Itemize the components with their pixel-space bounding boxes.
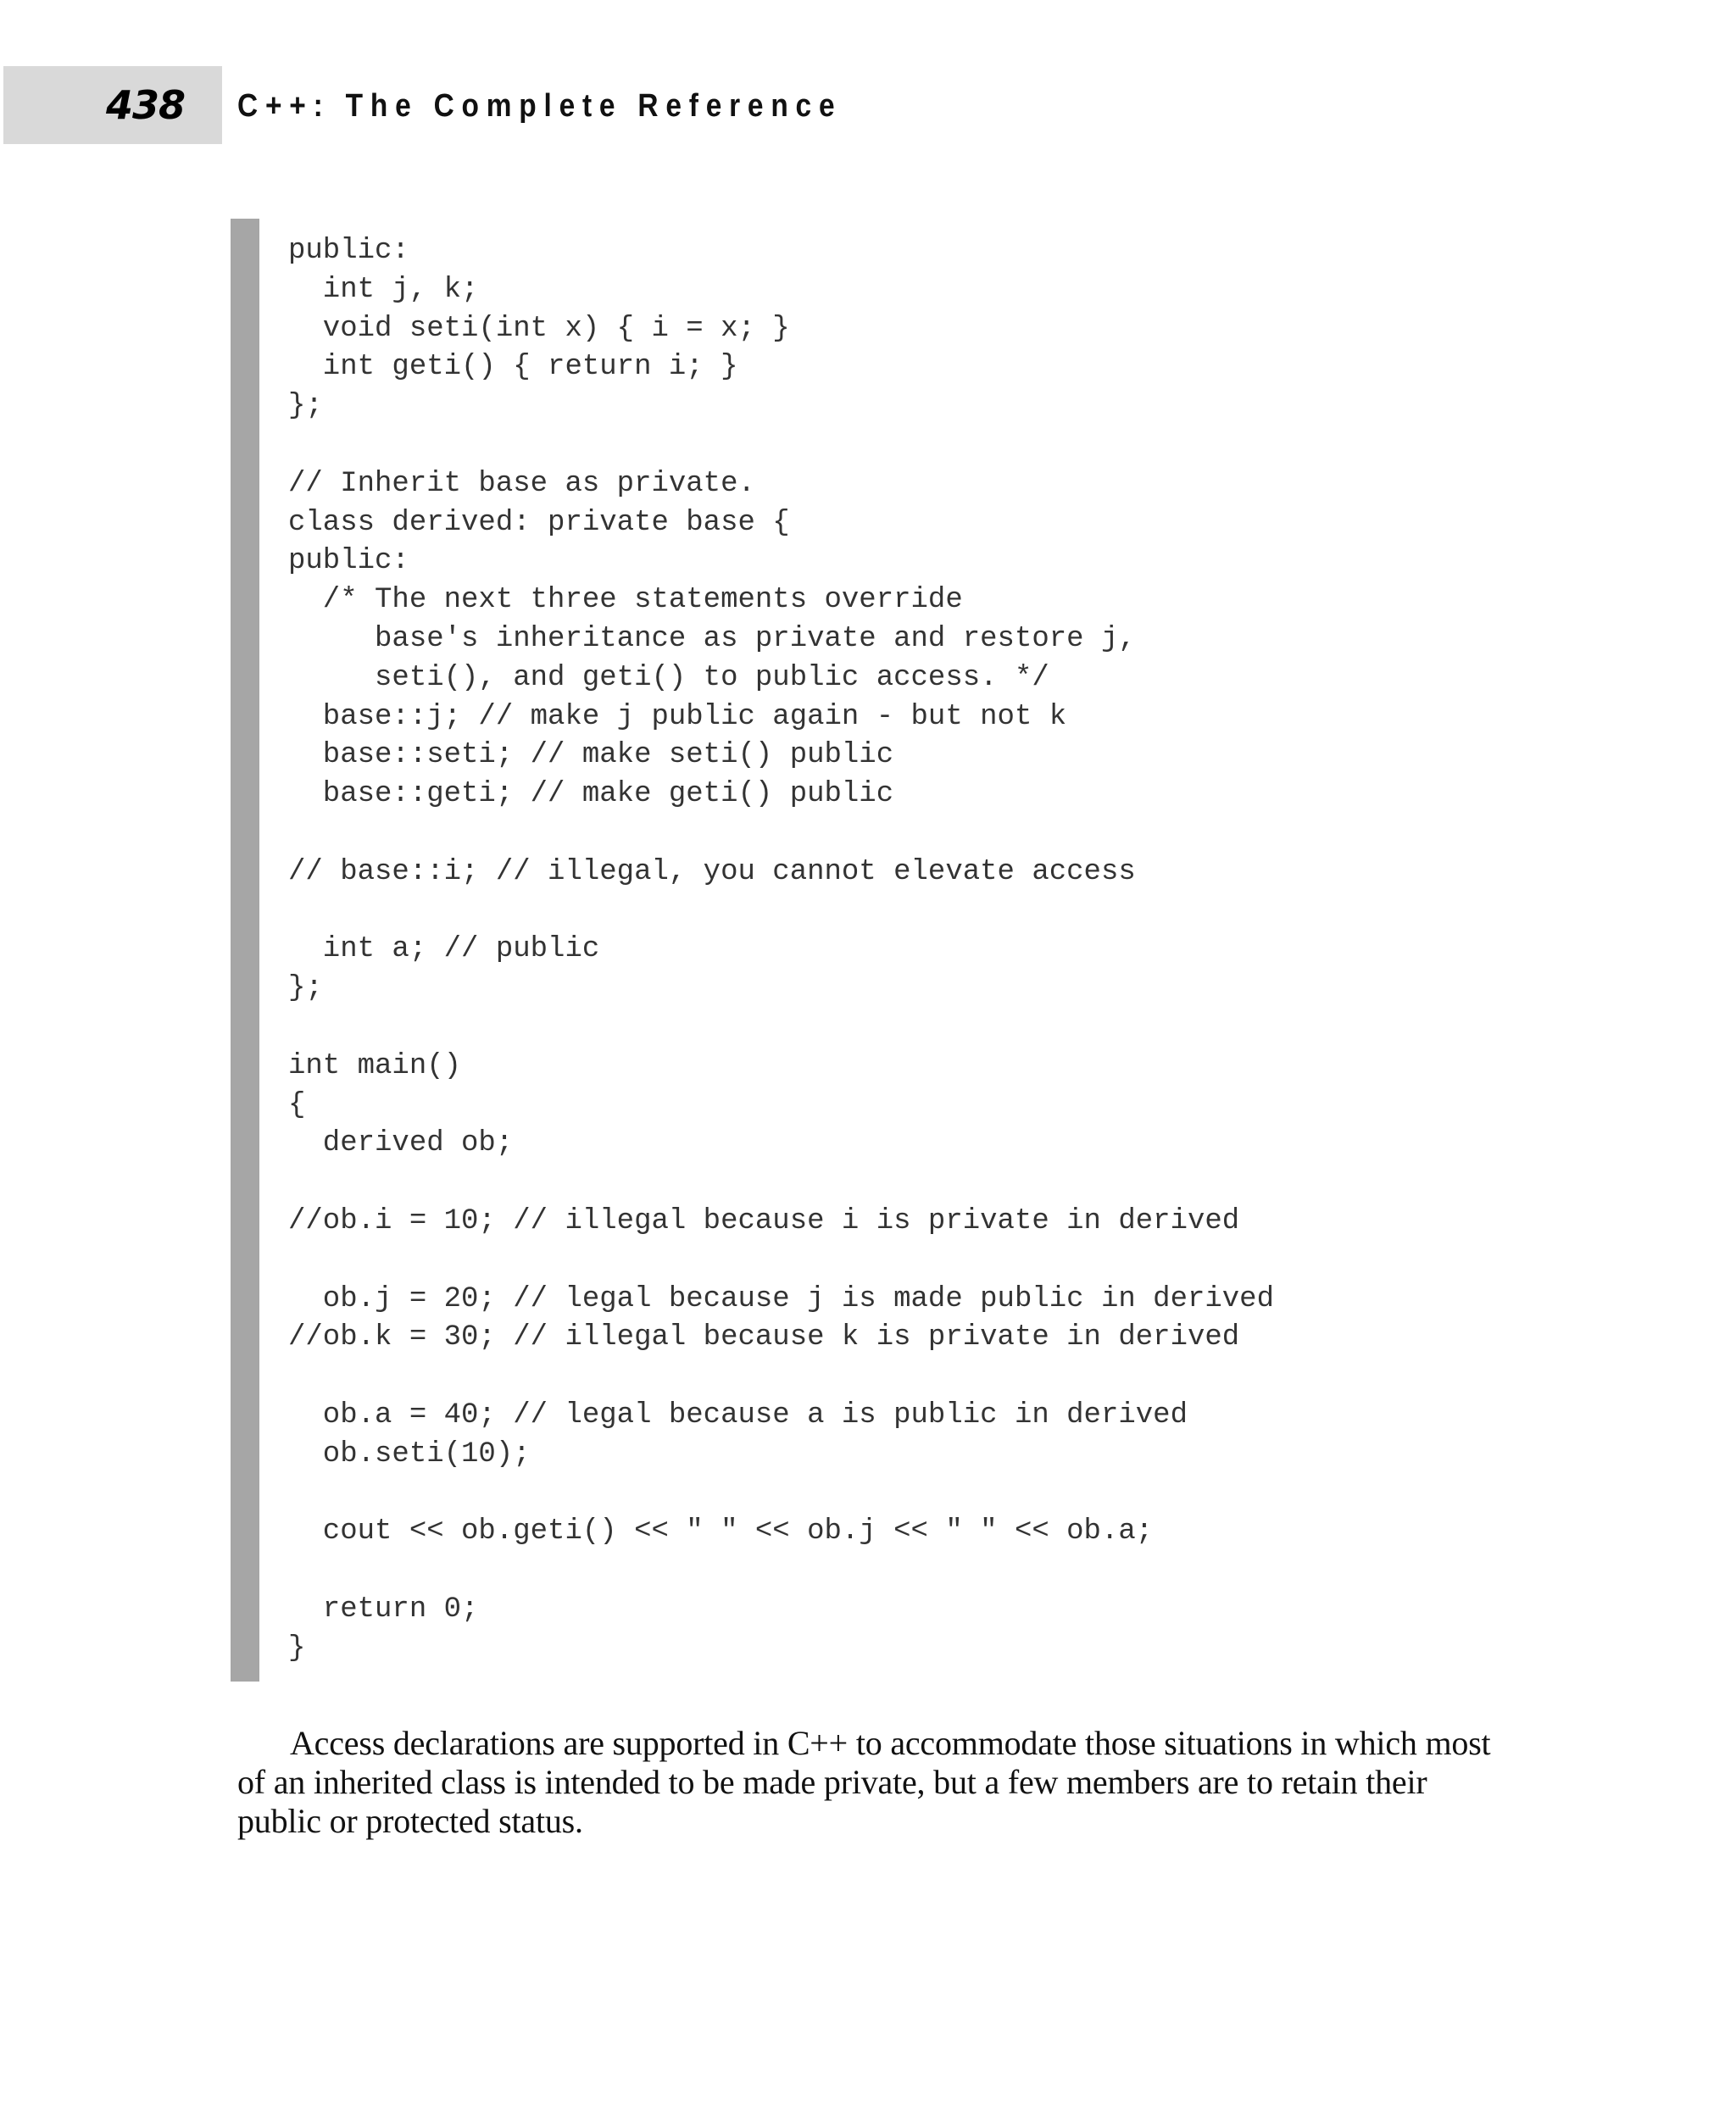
code-line: int a; // public (288, 933, 600, 966)
code-line: ob.seti(10); (288, 1437, 531, 1470)
code-line: base::j; // make j public again - but not k (288, 700, 1067, 733)
code-line: //ob.k = 30; // illegal because k is private in derived (288, 1321, 1240, 1354)
code-line: // Inherit base as private. (288, 467, 755, 500)
body-paragraph: Access declarations are supported in C++ to accommodate those situations in which most of an inherited class is intended to be made private, but a few members are to retain their public or protected status. (237, 1724, 1491, 1840)
code-line (288, 1009, 1274, 1048)
code-line: int main() (288, 1049, 462, 1082)
code-line: ob.a = 40; // legal because a is public in derived (288, 1398, 1188, 1432)
code-line: void seti(int x) { i = x; } (288, 312, 790, 345)
code-line: derived ob; (288, 1127, 514, 1160)
code-block-sidebar (231, 219, 259, 1682)
code-line: public: (288, 545, 409, 578)
code-line (288, 1552, 1274, 1591)
code-line (288, 426, 1274, 465)
code-line: int geti() { return i; } (288, 351, 738, 384)
code-line: } (288, 1632, 306, 1665)
code-line: cout << ob.geti() << " " << ob.j << " " << ob.a; (288, 1515, 1154, 1548)
code-line: /* The next three statements override (288, 584, 963, 617)
code-line: base::seti; // make seti() public (288, 739, 894, 772)
code-line: }; (288, 390, 323, 423)
code-line (288, 1242, 1274, 1281)
code-line: int j, k; (288, 273, 479, 306)
code-line: public: (288, 235, 409, 267)
running-head-title: C++: The Complete Reference (237, 88, 843, 124)
code-line: ob.j = 20; // legal because j is made public in derived (288, 1282, 1274, 1315)
page-number-tab (3, 66, 222, 144)
code-line: // base::i; // illegal, you cannot elevate access (288, 855, 1136, 888)
code-listing (288, 232, 1274, 1668)
code-line (288, 814, 1274, 853)
code-line: base's inheritance as private and restore j, (288, 622, 1136, 655)
code-line: //ob.i = 10; // illegal because i is private in derived (288, 1204, 1240, 1237)
code-line (288, 1475, 1274, 1514)
code-line: return 0; (288, 1593, 479, 1626)
code-line: class derived: private base { (288, 506, 790, 539)
code-line: }; (288, 972, 323, 1005)
code-line (288, 1358, 1274, 1397)
code-line: base::geti; // make geti() public (288, 778, 894, 811)
code-line: seti(), and geti() to public access. */ (288, 661, 1049, 694)
page-number: 438 (105, 82, 185, 128)
code-line (288, 1164, 1274, 1203)
code-line (288, 892, 1274, 931)
code-line: { (288, 1088, 306, 1121)
